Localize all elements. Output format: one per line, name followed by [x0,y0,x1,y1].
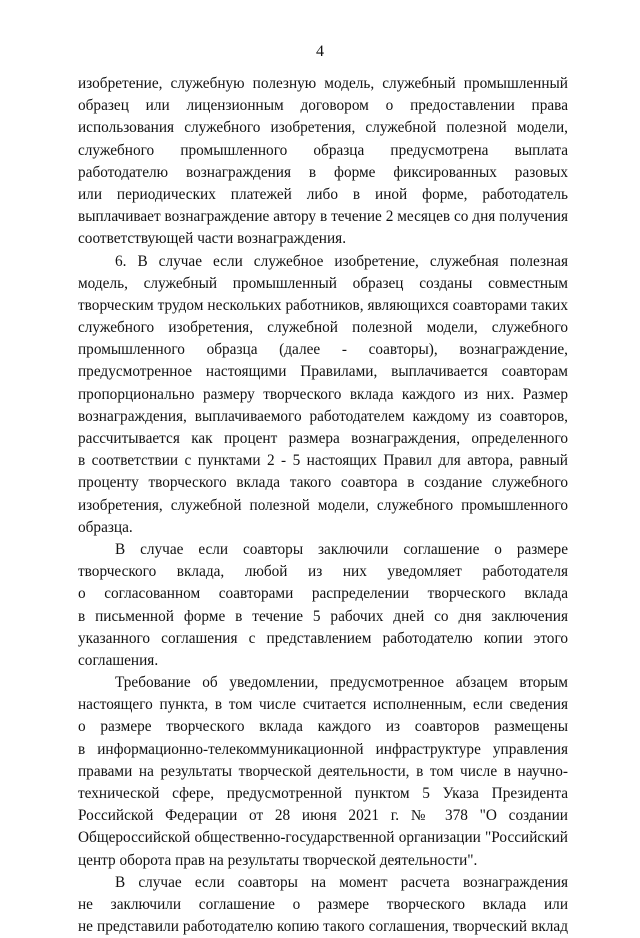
text-line: промышленного образца (далее - соавторы), вознаграждение, [78,341,568,359]
text-line: Общероссийской общественно-государственной организации "Российский [78,829,568,847]
text-line: вознаграждения, выплачиваемого работодателем каждому из соавторов, [78,407,568,425]
text-line: Требование об уведомлении, предусмотренное абзацем вторым [115,674,568,692]
text-line: правами на результаты творческой деятельности, в том числе в научно- [78,762,568,780]
text-line: 6. В случае если служебное изобретение, служебная полезная [115,252,568,270]
text-line: не представили работодателю копию такого соглашения, творческий вклад [78,918,568,936]
text-line: изобретение, служебную полезную модель, служебный промышленный [78,75,568,92]
text-line: служебного промышленного образца предусмотрена выплата [78,141,568,159]
text-line: образца. [78,518,133,536]
text-line: использования служебного изобретения, служебной полезной модели, [78,119,568,137]
text-line: в соответствии с пунктами 2 - 5 настоящих Правил для автора, равный [78,452,568,470]
text-line: о размере творческого вклада каждого из соавторов размещены [78,718,568,736]
text-line: проценту творческого вклада такого соавтора в создание служебного [78,474,568,492]
text-line: рассчитывается как процент размера вознаграждения, определенного [78,430,568,447]
text-line: изобретения, служебной полезной модели, служебного промышленного [78,496,568,514]
paragraph [78,672,568,872]
text-line: служебного изобретения, служебной полезной модели, служебного [78,319,568,337]
text-line: выплачивает вознаграждение автору в течение 2 месяцев со дня получения [78,208,568,226]
text-line: центр оборота прав на результаты творческой деятельности". [78,851,478,869]
text-line: настоящего пункта, в том числе считается исполненным, если сведения [78,696,568,714]
text-line: технической сфере, предусмотренной пунктом 5 Указа Президента [78,785,568,802]
page-number: 4 [316,43,324,60]
text-line: указанного соглашения с представлением работодателю копии этого [78,629,568,647]
text-line: работодателю вознаграждения в форме фиксированных разовых [78,163,568,181]
paragraph [78,73,568,251]
text-line: творческим трудом нескольких работников, являющихся соавторами таких [78,296,568,314]
text-line: В случае если соавторы заключили соглашение о размере [115,540,568,558]
document-body [78,73,568,938]
text-line: предусмотренное настоящими Правилами, выплачивается соавторам [78,363,568,381]
text-line: соглашения. [78,651,159,669]
text-line: Российской Федерации от 28 июня 2021 г. № 378 "О создании [78,807,568,825]
text-line: творческого вклада, любой из них уведомляет работодателя [78,563,568,581]
text-line: в информационно-телекоммуникационной инфраструктуре управления [78,740,568,758]
text-line: В случае если соавторы на момент расчета вознаграждения [115,873,568,891]
text-line: в письменной форме в течение 5 рабочих дней со дня заключения [78,607,568,625]
text-line: или периодических платежей либо в иной форме, работодатель [78,185,568,203]
text-line: не заключили соглашение о размере творческого вклада или [78,895,568,913]
text-line: соответствующей части вознаграждения. [78,230,347,248]
paragraph [78,539,568,672]
text-line: модель, служебный промышленный образец созданы совместным [78,274,568,292]
text-line: пропорционально размеру творческого вклада каждого из них. Размер [78,385,568,403]
paragraph [78,251,568,539]
text-line: образец или лицензионным договором о предоставлении права [78,97,568,115]
text-line: о согласованном соавторами распределении творческого вклада [78,585,568,603]
